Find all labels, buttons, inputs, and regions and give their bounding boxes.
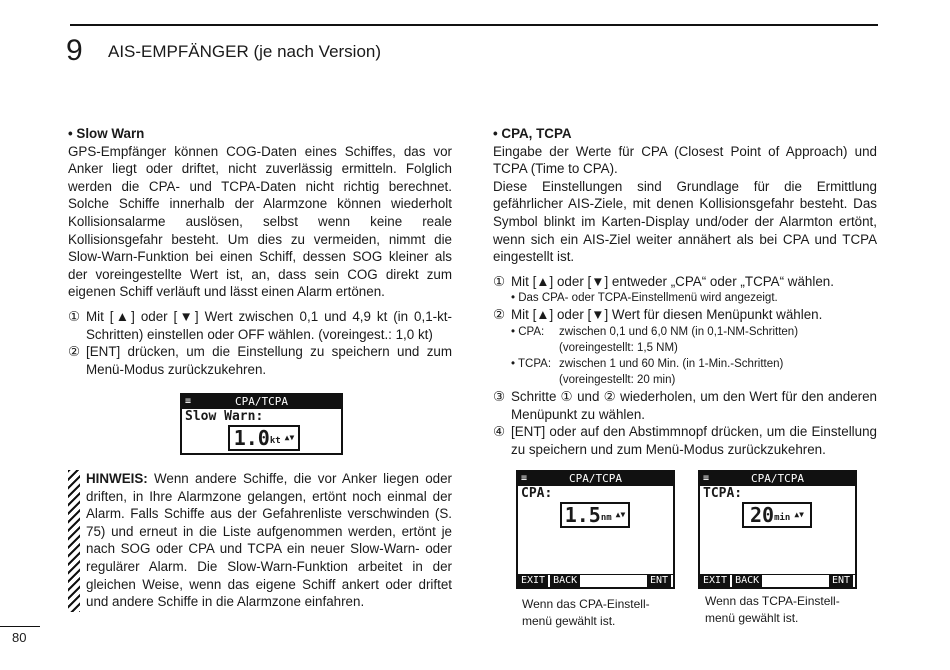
lcd-title-bar: [182, 395, 341, 409]
note-hatch-icon: [68, 470, 80, 612]
step-text: [ENT] drücken, um die Einstellung zu speichern und zum Menü-Modus zurückzukehren.: [86, 344, 452, 377]
note-block: [68, 470, 452, 612]
note-label: HINWEIS:: [86, 471, 148, 486]
caption-tcpa: Wenn das TCPA-Einstell-menü gewählt ist.: [705, 594, 840, 625]
slow-warn-step-1: [68, 308, 452, 343]
lcd-value-box: [560, 502, 630, 528]
page-number-rule: [0, 626, 40, 627]
cpa-step-1-sub: • Das CPA- oder TCPA-Einstellmenü wird angezeigt.: [511, 292, 778, 305]
lcd-title: CPA/TCPA: [569, 472, 622, 485]
caption-cpa: Wenn das CPA-Einstell-menü gewählt ist.: [522, 597, 650, 628]
step-text: [ENT] oder auf den Abstimmnopf drücken, um die Einstellung zu speichern und zum Menü-Modus zurückzukehren.: [511, 424, 877, 457]
cpa-range-label: • CPA:: [511, 325, 545, 338]
lcd-label: CPA:: [521, 486, 553, 501]
menu-icon: ≡: [521, 473, 528, 484]
lcd-slow-warn: [180, 393, 343, 455]
right-column: [493, 125, 877, 458]
chapter-title: AIS-EMPFÄNGER (je nach Version): [108, 42, 382, 61]
cpa-range: zwischen 0,1 und 6,0 NM (in 0,1-NM-Schritten): [559, 325, 799, 338]
lcd-value-box: [228, 425, 300, 451]
lcd-value-box: [742, 502, 812, 528]
step-number: ④: [493, 424, 506, 440]
back-key: BACK: [550, 575, 580, 587]
lcd-title-bar: [700, 472, 855, 486]
lcd-unit: nm: [600, 513, 612, 523]
note-paragraph: [86, 470, 452, 612]
lcd-tcpa: [698, 470, 857, 589]
header-rule: [70, 24, 878, 26]
cpa-step-3: [493, 388, 877, 423]
lcd-unit: min: [774, 513, 791, 523]
cpa-intro-1: Eingabe der Werte für CPA (Closest Point of Approach) und TCPA (Time to CPA).: [493, 143, 877, 177]
cpa-step-2: [493, 306, 877, 324]
lcd-softkeys: [518, 574, 673, 587]
cpa-range-row: [493, 324, 877, 340]
cpa-step-1: [493, 273, 877, 291]
step-number: ②: [68, 344, 81, 360]
left-column: [68, 125, 452, 378]
tcpa-range: zwischen 1 und 60 Min. (in 1-Min.-Schritten): [559, 357, 784, 370]
exit-key: EXIT: [518, 575, 548, 587]
up-down-arrows-icon: ▲▼: [284, 433, 295, 442]
lcd-cpa: [516, 470, 675, 589]
step-text: Mit [▲] oder [▼] Wert zwischen 0,1 und 4,9 kt (in 0,1-kt-Schritten) einstellen oder OFF wählen. (voreingest.: 1,0 kt): [86, 308, 452, 342]
ent-key: ENT: [647, 575, 671, 587]
step-text: Schritte ① und ② wiederholen, um den Wert für den anderen Menüpunkt zu wählen.: [511, 388, 877, 422]
cpa-default: (voreingestellt: 1,5 NM): [559, 341, 678, 354]
ent-key: ENT: [829, 575, 853, 587]
step-number: ①: [493, 273, 506, 289]
slow-warn-heading: • Slow Warn: [68, 126, 145, 141]
tcpa-range-row: [493, 356, 877, 372]
lcd-value: 1.0: [233, 426, 270, 450]
lcd-softkeys: [700, 574, 855, 587]
menu-icon: ≡: [703, 473, 710, 484]
lcd-title-bar: [518, 472, 673, 486]
slow-warn-intro: GPS-Empfänger können COG-Daten eines Schiffes, das vor Anker liegt oder driftet, nicht zuverlässig ermitteln. Folglich werden die CPA- und TCPA-Daten nicht richtig berechnet. Solche Schiffe innerhalb der Alarmzone können wiederholt Kollisionsalarme auslösen, selbst wenn keine reale Kollisionsgefahr besteht. Um dies zu vermeiden, nimmt die Slow-Warn-Funktion bei einen Schiff, dessen SOG kleiner als der voreingestellte Wert ist, an, dass sein COG direkt zum eigenen Schiff verläuft und lässt einen Alarm ertönen.: [68, 143, 452, 300]
note-text: Wenn andere Schiffe, die vor Anker liegen oder driften, in Ihre Alarmzone gelangen, ertönt noch einmal der Alarm. Falls Schiffe aus der Gefahrenliste verschwinden (S. 75) und erneut in die Liste aufgenommen werden, ertönt je nach SOG oder CPA und TCPA ein neuer Slow-Warn- oder regulärer Alarm. Die Slow-Warn-Funktion arbeitet in der gleichen Weise, wenn das eigene Schiff ankert oder driftet und andere Schiffe in die Alarmzone einfahren.: [86, 471, 452, 610]
menu-icon: ≡: [185, 396, 192, 407]
lcd-label: TCPA:: [703, 486, 743, 501]
step-text: Mit [▲] oder [▼] entweder „CPA“ oder „TCPA“ wählen.: [511, 273, 834, 289]
lcd-value: 1.5: [564, 503, 601, 527]
lcd-value: 20: [750, 503, 775, 527]
cpa-intro-2: Diese Einstellungen sind Grundlage für die Ermittlung gefährlicher AIS-Ziele, mit denen Kollisionsgefahr besteht. Das Symbol blinkt im Karten-Display und/oder der Alarmton ertönt, wenn sich ein AIS-Ziel weiter annähert als bei CPA und TCPA eingestellt ist.: [493, 178, 877, 265]
lcd-label: Slow Warn:: [185, 409, 264, 424]
up-down-arrows-icon: ▲▼: [615, 510, 626, 519]
exit-key: EXIT: [700, 575, 730, 587]
up-down-arrows-icon: ▲▼: [794, 510, 804, 519]
cpa-step-4: [493, 423, 877, 458]
lcd-unit: kt: [269, 436, 281, 446]
lcd-title: CPA/TCPA: [235, 395, 288, 408]
chapter-number: 9: [66, 34, 83, 67]
lcd-title: CPA/TCPA: [751, 472, 804, 485]
step-number: ①: [68, 308, 81, 324]
tcpa-range-label: • TCPA:: [511, 357, 552, 370]
slow-warn-step-2: [68, 343, 452, 378]
step-number: ③: [493, 388, 506, 404]
tcpa-default: (voreingestellt: 20 min): [559, 373, 676, 386]
back-key: BACK: [732, 575, 762, 587]
cpa-heading: • CPA, TCPA: [493, 126, 572, 141]
step-number: ②: [493, 307, 506, 323]
step-text: Mit [▲] oder [▼] Wert für diesen Menüpunkt wählen.: [511, 307, 823, 323]
page-number: 80: [12, 630, 27, 645]
